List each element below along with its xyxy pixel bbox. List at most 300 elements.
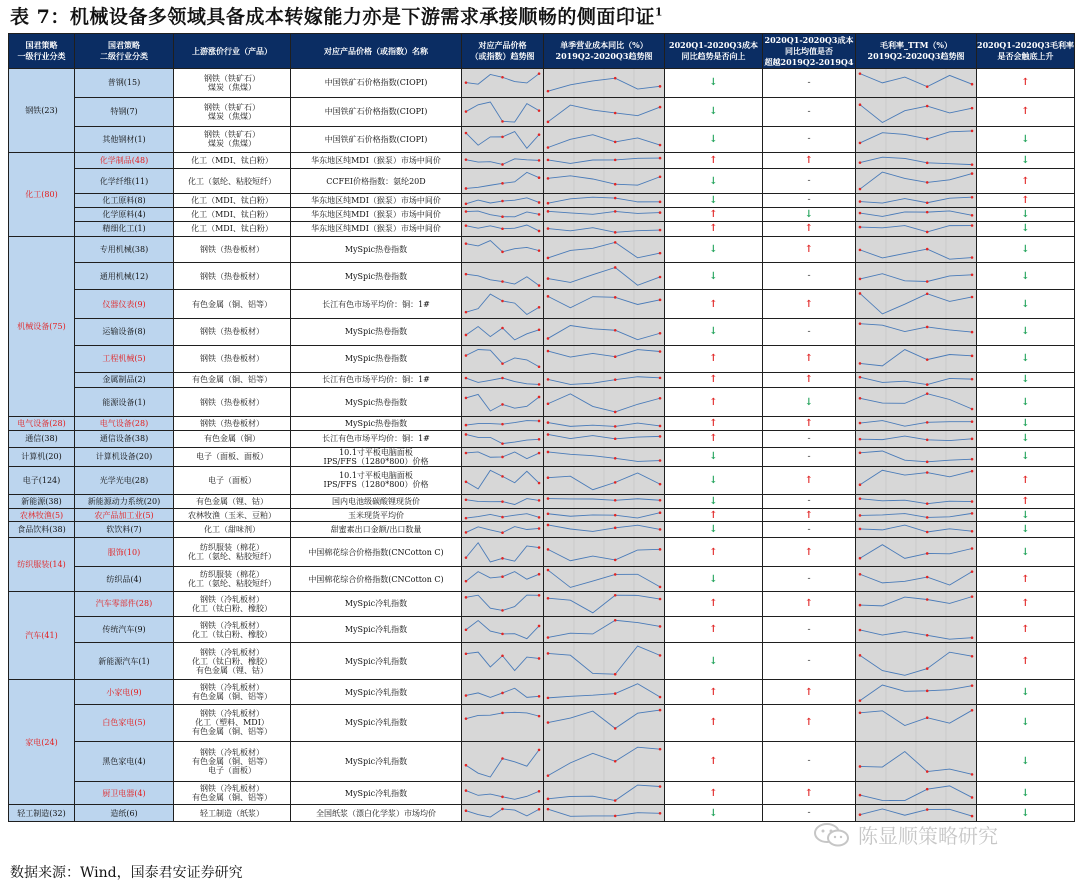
price-index-name: 长江有色市场平均价：铜：1# [291,290,462,319]
trend-flag-cell [665,447,763,466]
arrow-up-icon: ↑ [804,787,814,799]
arrow-down-icon: ↓ [709,270,718,282]
upstream-industry: 化工（MDI、钛白粉） [174,221,291,236]
trend-flag-cell [763,169,856,194]
trend-sparkline [462,290,543,318]
arrow-up-icon: ↑ [709,509,718,521]
trend-flag-cell [665,680,763,705]
trend-sparkline [856,680,976,704]
trend-sparkline [856,567,976,591]
dash-icon: - [807,451,811,462]
price-trend-chart [462,494,544,508]
trend-sparkline [544,417,664,430]
trend-flag-cell [763,680,856,705]
price-index-name: MySpic热卷指数 [291,388,462,417]
trend-sparkline [462,805,543,821]
cost-yoy-trend-chart [544,508,665,522]
level1-category: 农林牧渔(5) [9,508,75,522]
gross-margin-trend-chart [856,97,977,126]
price-trend-chart [462,508,544,522]
table-row [9,680,1075,705]
level2-category: 化学纤维(11) [75,169,174,194]
trend-flag-cell [763,522,856,538]
trend-flag-cell [977,290,1075,319]
table-row [9,236,1075,263]
cost-yoy-trend-chart [544,805,665,822]
table-row [9,447,1075,466]
table-row [9,466,1075,494]
upstream-industry: 电子（面板） [174,466,291,494]
trend-flag-cell [763,538,856,567]
trend-sparkline [462,592,543,616]
table-row [9,345,1075,372]
price-index-name: 长江有色市场平均价：铜：1# [291,431,462,448]
trend-sparkline [462,523,543,538]
arrow-up-icon: ↑ [804,717,814,729]
trend-sparkline [462,263,543,289]
cost-yoy-trend-chart [544,236,665,263]
trend-sparkline [462,69,543,97]
cost-yoy-trend-chart [544,704,665,741]
level2-category: 光学光电(28) [75,466,174,494]
trend-sparkline [462,319,543,345]
arrow-up-icon: ↑ [804,509,814,521]
price-trend-chart [462,221,544,236]
trend-flag-cell [763,494,856,508]
trend-sparkline [544,431,664,447]
price-index-name: 全国纸浆（漂白化学浆）市场均价 [291,805,462,822]
gross-margin-trend-chart [856,466,977,494]
trend-flag-cell [763,236,856,263]
price-trend-chart [462,372,544,388]
trend-flag-cell [665,522,763,538]
arrow-down-icon: ↓ [1021,208,1030,220]
trend-flag-cell [763,97,856,126]
price-trend-chart [462,805,544,822]
arrow-down-icon: ↓ [709,451,718,463]
arrow-up-icon: ↑ [804,418,814,430]
trend-flag-cell [763,126,856,153]
trend-sparkline [462,495,543,508]
arrow-up-icon: ↑ [709,686,718,698]
table-row [9,221,1075,236]
price-index-name: MySpic热卷指数 [291,318,462,345]
trend-flag-cell [665,616,763,643]
trend-sparkline [856,290,976,318]
trend-sparkline [462,617,543,643]
trend-sparkline [544,373,664,388]
price-trend-chart [462,782,544,805]
trend-flag-cell [763,153,856,169]
upstream-industry: 钢铁（冷轧板材） 有色金属（铜、铝等） 电子（面板） [174,741,291,782]
trend-flag-cell [665,741,763,782]
table-row [9,169,1075,194]
trend-flag-cell [977,318,1075,345]
trend-sparkline [462,388,543,416]
table-row [9,97,1075,126]
trend-sparkline [544,782,664,804]
trend-flag-cell [763,69,856,98]
price-index-name: 10.1寸平板电脑面板 IPS/FFS（1280*800）价格 [291,447,462,466]
gross-margin-trend-chart [856,508,977,522]
arrow-up-icon: ↑ [709,208,718,220]
arrow-down-icon: ↓ [1021,155,1030,167]
upstream-industry: 钢铁（热卷板材） [174,417,291,431]
trend-sparkline [856,509,976,522]
trend-flag-cell [763,417,856,431]
trend-flag-cell [977,153,1075,169]
gross-margin-trend-chart [856,318,977,345]
trend-sparkline [856,538,976,566]
level2-category: 白色家电(5) [75,704,174,741]
level2-category: 化学制品(48) [75,153,174,169]
price-trend-chart [462,417,544,431]
header-cell: 对应产品价格 （或指数）趋势图 [462,34,544,69]
upstream-industry: 有色金属（铜、铝等） [174,290,291,319]
gross-margin-trend-chart [856,447,977,466]
arrow-down-icon: ↓ [1021,353,1030,365]
gross-margin-trend-chart [856,126,977,153]
trend-sparkline [544,495,664,508]
gross-margin-trend-chart [856,591,977,616]
trend-sparkline [856,522,976,537]
table-row [9,522,1075,538]
arrow-down-icon: ↓ [1021,451,1030,463]
price-index-name: MySpic冷轧指数 [291,782,462,805]
gross-margin-trend-chart [856,567,977,592]
upstream-industry: 钢铁（冷轧板材） 化工（钛白粉、橡胶） 有色金属（锂、钴） [174,643,291,680]
price-index-name: CCFEI价格指数：氨纶20D [291,169,462,194]
price-trend-chart [462,193,544,207]
arrow-down-icon: ↓ [709,807,718,819]
wechat-icon [812,822,852,848]
arrow-up-icon: ↑ [709,418,718,430]
trend-sparkline [856,319,976,345]
gross-margin-trend-chart [856,236,977,263]
table-row [9,388,1075,417]
price-trend-chart [462,431,544,448]
trend-flag-cell [665,388,763,417]
arrow-down-icon: ↓ [709,77,718,89]
gross-margin-trend-chart [856,538,977,567]
cost-yoy-trend-chart [544,591,665,616]
table-row [9,494,1075,508]
trend-sparkline [856,448,976,465]
dash-icon: - [807,624,811,635]
upstream-industry: 化工（MDI、钛白粉） [174,207,291,221]
trend-flag-cell [977,494,1075,508]
trend-sparkline [462,417,543,430]
price-index-name: 华东地区纯MDI（猴泵）市场中间价 [291,153,462,169]
price-trend-chart [462,567,544,592]
level2-category: 工程机械(5) [75,345,174,372]
gross-margin-trend-chart [856,207,977,221]
upstream-industry: 钢铁（冷轧板材） 有色金属（铜、铝等） [174,680,291,705]
trend-sparkline [856,643,976,679]
trend-flag-cell [977,372,1075,388]
price-trend-chart [462,126,544,153]
upstream-industry: 电子（面板、面板） [174,447,291,466]
trend-flag-cell [977,388,1075,417]
trend-sparkline [544,742,664,782]
trend-sparkline [462,538,543,566]
trend-flag-cell [665,466,763,494]
price-index-name: MySpic热卷指数 [291,345,462,372]
trend-sparkline [544,643,664,679]
upstream-industry: 钢铁（热卷板材） [174,236,291,263]
gross-margin-trend-chart [856,805,977,822]
industry-cost-table [8,33,1075,822]
trend-flag-cell [763,431,856,448]
gross-margin-trend-chart [856,153,977,169]
cost-yoy-trend-chart [544,522,665,538]
upstream-industry: 钢铁（铁矿石） 煤炭（焦煤） [174,97,291,126]
trend-flag-cell [763,345,856,372]
price-trend-chart [462,447,544,466]
trend-flag-cell [763,567,856,592]
trend-sparkline [544,805,664,821]
gross-margin-trend-chart [856,782,977,805]
table-row [9,616,1075,643]
arrow-down-icon: ↓ [1021,787,1030,799]
price-index-name: 华东地区纯MDI（猴泵）市场中间价 [291,221,462,236]
arrow-up-icon: ↑ [709,546,718,558]
table-row [9,290,1075,319]
upstream-industry: 钢铁（铁矿石） 煤炭（焦煤） [174,126,291,153]
arrow-up-icon: ↑ [804,598,814,610]
level2-category: 纺织品(4) [75,567,174,592]
table-row [9,69,1075,98]
upstream-industry: 钢铁（冷轧板材） 化工（钛白粉、橡胶） [174,616,291,643]
trend-flag-cell [665,431,763,448]
price-trend-chart [462,466,544,494]
price-index-name: MySpic冷轧指数 [291,741,462,782]
trend-flag-cell [977,126,1075,153]
price-index-name: 中国铁矿石价格指数(CIOPI) [291,69,462,98]
table-row [9,538,1075,567]
upstream-industry: 有色金属（锂、钴） [174,494,291,508]
trend-sparkline [462,208,543,221]
upstream-industry: 钢铁（热卷板材） [174,318,291,345]
trend-sparkline [856,263,976,289]
trend-sparkline [544,538,664,566]
table-body [9,69,1075,822]
arrow-up-icon: ↑ [1021,194,1030,206]
trend-sparkline [856,194,976,207]
arrow-down-icon: ↓ [1021,546,1030,558]
trend-flag-cell [977,680,1075,705]
cost-yoy-trend-chart [544,290,665,319]
level2-category: 新能源汽车(1) [75,643,174,680]
trend-sparkline [856,388,976,416]
arrow-down-icon: ↓ [1021,717,1030,729]
trend-sparkline [544,509,664,522]
cost-yoy-trend-chart [544,221,665,236]
trend-sparkline [856,98,976,126]
gross-margin-trend-chart [856,494,977,508]
trend-flag-cell [977,97,1075,126]
cost-yoy-trend-chart [544,616,665,643]
table-row [9,741,1075,782]
trend-flag-cell [977,508,1075,522]
arrow-up-icon: ↑ [709,223,718,235]
upstream-industry: 化工（MDI、钛白粉） [174,153,291,169]
trend-flag-cell [665,805,763,822]
price-trend-chart [462,388,544,417]
arrow-up-icon: ↑ [804,353,814,365]
price-index-name: MySpic热卷指数 [291,263,462,290]
trend-flag-cell [977,417,1075,431]
price-index-name: 玉米现货平均价 [291,508,462,522]
cost-yoy-trend-chart [544,97,665,126]
trend-sparkline [856,742,976,782]
cost-yoy-trend-chart [544,538,665,567]
trend-flag-cell [977,431,1075,448]
price-index-name: 中国棉花综合价格指数(CNCotton C) [291,567,462,592]
trend-flag-cell [665,782,763,805]
trend-sparkline [856,782,976,804]
trend-flag-cell [665,290,763,319]
level2-category: 新能源动力系统(20) [75,494,174,508]
trend-sparkline [856,346,976,372]
trend-sparkline [544,680,664,704]
arrow-up-icon: ↑ [804,298,814,310]
trend-sparkline [544,319,664,345]
arrow-down-icon: ↓ [1021,524,1030,536]
level2-category: 运输设备(8) [75,318,174,345]
trend-sparkline [544,617,664,643]
level2-category: 特钢(7) [75,97,174,126]
level2-category: 黑色家电(4) [75,741,174,782]
level1-category: 电气设备(28) [9,417,75,431]
gross-margin-trend-chart [856,522,977,538]
trend-sparkline [462,98,543,126]
arrow-up-icon: ↑ [1021,598,1030,610]
gross-margin-trend-chart [856,345,977,372]
dash-icon: - [807,134,811,145]
table-row [9,643,1075,680]
trend-flag-cell [665,236,763,263]
price-index-name: 长江有色市场平均价：铜：1# [291,372,462,388]
arrow-down-icon: ↓ [709,573,718,585]
trend-flag-cell [763,782,856,805]
trend-flag-cell [763,221,856,236]
trend-sparkline [856,169,976,193]
arrow-down-icon: ↓ [709,175,718,187]
dash-icon: - [807,808,811,819]
level2-category: 服饰(10) [75,538,174,567]
trend-sparkline [856,127,976,153]
arrow-down-icon: ↓ [709,474,718,486]
trend-sparkline [462,153,543,168]
gross-margin-trend-chart [856,417,977,431]
level1-category: 纺织服装(14) [9,538,75,592]
arrow-down-icon: ↓ [709,524,718,536]
table-title: 表 7：机械设备多领域具备成本转嫁能力亦是下游需求承接顺畅的侧面印证$^1$ [10,5,663,28]
trend-flag-cell [763,447,856,466]
trend-flag-cell [763,616,856,643]
price-index-name: 华东地区纯MDI（猴泵）市场中间价 [291,207,462,221]
upstream-industry: 化工（氨纶、粘胶短纤） [174,169,291,194]
trend-flag-cell [665,207,763,221]
trend-flag-cell [977,466,1075,494]
cost-yoy-trend-chart [544,263,665,290]
trend-flag-cell [763,372,856,388]
price-trend-chart [462,538,544,567]
arrow-down-icon: ↓ [1021,433,1030,445]
upstream-industry: 钢铁（铁矿石） 煤炭（焦煤） [174,69,291,98]
trend-sparkline [462,705,543,741]
upstream-industry: 有色金属（铜） [174,431,291,448]
arrow-up-icon: ↑ [709,396,718,408]
arrow-down-icon: ↓ [1021,509,1030,521]
trend-sparkline [462,567,543,591]
level1-category: 家电(24) [9,680,75,805]
header-cell: 上游涨价行业（产品） [174,34,291,69]
gross-margin-trend-chart [856,372,977,388]
arrow-up-icon: ↑ [1021,106,1030,118]
price-trend-chart [462,680,544,705]
trend-sparkline [544,194,664,207]
trend-flag-cell [665,193,763,207]
level2-category: 传统汽车(9) [75,616,174,643]
level2-category: 能源设备(1) [75,388,174,417]
header-cell: 2020Q1-2020Q3成本 同比趋势是否向上 [665,34,763,69]
price-index-name: 中国铁矿石价格指数(CIOPI) [291,97,462,126]
arrow-up-icon: ↑ [709,374,718,386]
trend-sparkline [544,448,664,465]
level2-category: 仪器仪表(9) [75,290,174,319]
trend-sparkline [856,617,976,643]
trend-sparkline [462,222,543,236]
cost-yoy-trend-chart [544,193,665,207]
trend-sparkline [462,680,543,704]
trend-sparkline [856,69,976,97]
price-index-name: 华东地区纯MDI（猴泵）市场中间价 [291,193,462,207]
header-cell: 单季营业成本同比（%） 2019Q2-2020Q3趋势图 [544,34,665,69]
dash-icon: - [807,433,811,444]
trend-sparkline [544,153,664,168]
upstream-industry: 化工（MDI、钛白粉） [174,193,291,207]
cost-yoy-trend-chart [544,388,665,417]
level2-category: 造纸(6) [75,805,174,822]
price-trend-chart [462,591,544,616]
level1-category: 轻工制造(32) [9,805,75,822]
trend-flag-cell [977,221,1075,236]
dash-icon: - [807,496,811,507]
price-trend-chart [462,153,544,169]
trend-flag-cell [977,538,1075,567]
gross-margin-trend-chart [856,193,977,207]
level1-category: 通信(38) [9,431,75,448]
price-trend-chart [462,522,544,538]
trend-sparkline [462,431,543,447]
trend-sparkline [462,467,543,494]
table-row [9,805,1075,822]
price-trend-chart [462,345,544,372]
trend-flag-cell [977,782,1075,805]
trend-sparkline [856,237,976,263]
arrow-up-icon: ↑ [1021,77,1030,89]
gross-margin-trend-chart [856,741,977,782]
upstream-industry: 农林牧渔（玉米、豆粕） [174,508,291,522]
trend-sparkline [544,346,664,372]
upstream-industry: 有色金属（铜、铝等） [174,372,291,388]
trend-flag-cell [977,567,1075,592]
trend-flag-cell [665,97,763,126]
arrow-up-icon: ↑ [804,155,814,167]
arrow-up-icon: ↑ [804,546,814,558]
